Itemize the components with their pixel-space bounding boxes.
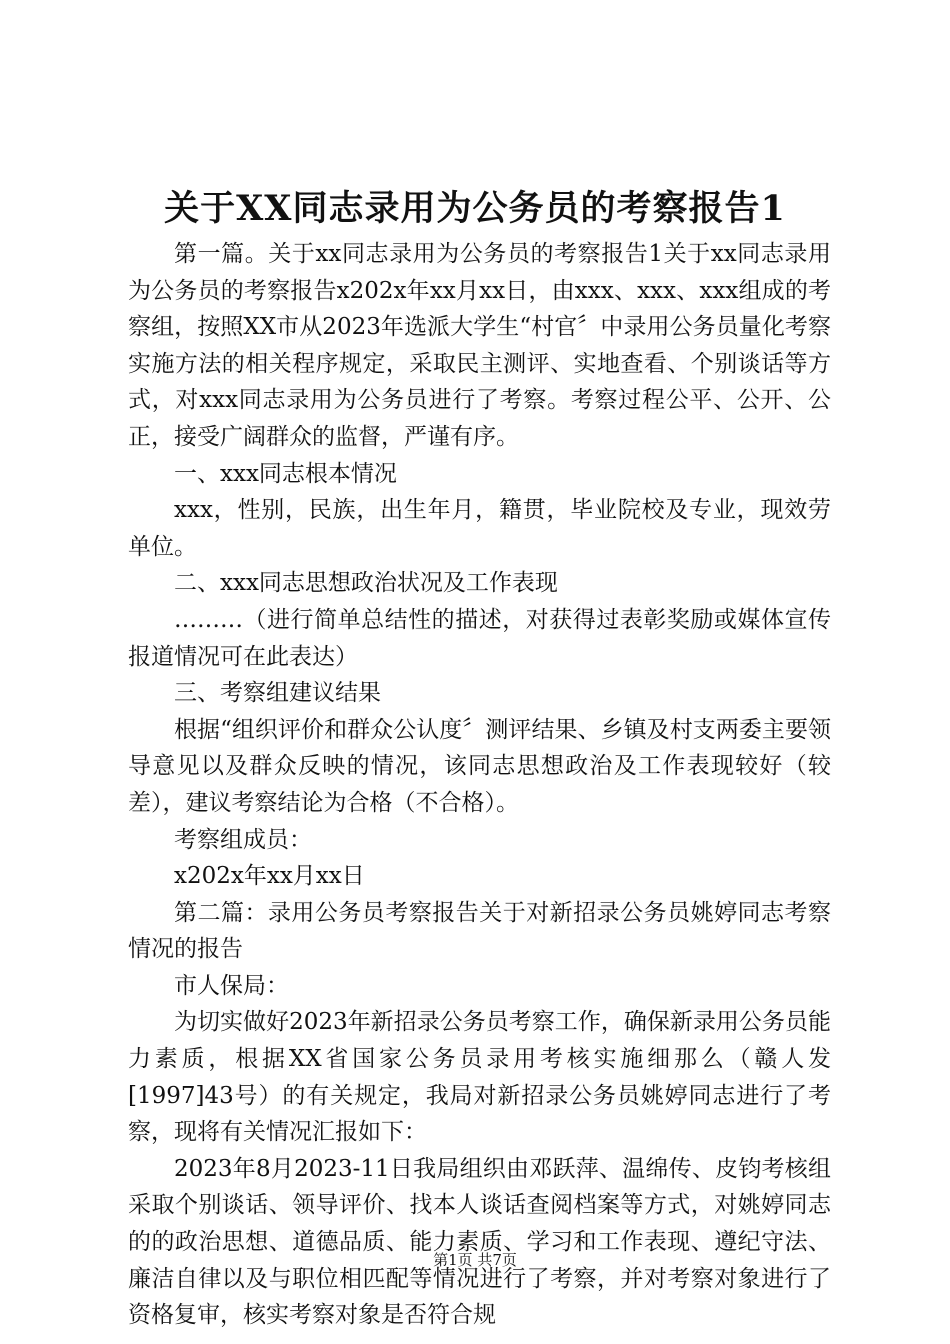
paragraph: 考察组成员： [174, 826, 312, 853]
paragraph: xxx，性别，民族，出生年月，籍贯，毕业院校及专业，现效劳单位。 [128, 497, 831, 560]
paragraph: 第二篇：录用公务员考察报告关于对新招录公务员姚婷同志考察情况的报告 [128, 899, 831, 963]
paragraph: 2023年8月2023-11日我局组织由邓跃萍、温绵传、皮钧考核组采取个别谈话、领导评价、找本人谈话查阅档案等方式，对姚婷同志的的政治思想、道德品质、能力素质、学习和工作表现、遵纪守法、廉洁自律以及与职位相匹配等情况进行了考察，并对考察对象进行了资格复审，核实考察对象是否符合规 [128, 1155, 831, 1329]
paragraph: 为切实做好2023年新招录公务员考察工作，确保新录用公务员能力素质，根据XX省国家公务员录用考核实施细那么（赣人发[1997]43号）的有关规定，我局对新招录公务员姚婷同志进行了考察，现将有关情况汇报如下： [128, 1009, 831, 1146]
section-heading: 二、xxx同志思想政治状况及工作表现 [174, 570, 558, 597]
document-title: 关于XX同志录用为公务员的考察报告1 [164, 188, 786, 229]
paragraph: 第一篇。关于xx同志录用为公务员的考察报告1关于xx同志录用为公务员的考察报告x202x年xx月xx日，由xxx、xxx、xxx组成的考察组，按照XX市从2023年选派大学生“村官〞中录用公务员量化考察实施方法的相关程序规定，采取民主测评、实地查看、个别谈话等方式，对xxx同志录用为公务员进行了考察。考察过程公平、公开、公正，接受广阔群众的监督，严谨有序。 [128, 241, 831, 450]
paragraph: 市人保局： [174, 972, 289, 999]
paragraph: 根据“组织评价和群众公认度〞测评结果、乡镇及村支两委主要领导意见以及群众反映的情况，该同志思想政治及工作表现较好（较差），建议考察结论为合格（不合格）。 [128, 716, 831, 816]
section-heading: 一、xxx同志根本情况 [174, 460, 397, 487]
document-body [128, 236, 831, 1334]
page-footer: 第1页 共7页 [433, 1251, 517, 1269]
section-heading: 三、考察组建议结果 [174, 680, 381, 707]
paragraph: x202x年xx月xx日 [174, 863, 365, 890]
paragraph: ………（进行简单总结性的描述，对获得过表彰奖励或媒体宣传报道情况可在此表达） [128, 606, 831, 670]
